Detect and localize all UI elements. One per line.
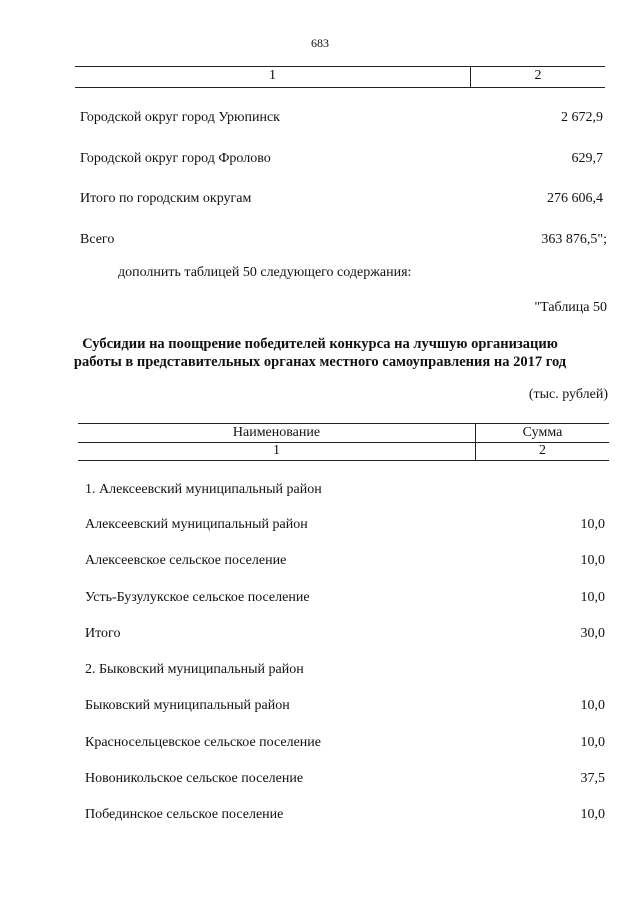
- table1-header-col2: 2: [534, 68, 542, 83]
- table1-row-value: 363 876,5";: [541, 232, 607, 247]
- table2-header-divider: [475, 424, 476, 460]
- table2-section-heading: 1. Алексеевский муниципальный район: [85, 482, 322, 497]
- table1-row-value: 276 606,4: [547, 191, 603, 206]
- table1-row-value: 2 672,9: [561, 110, 603, 125]
- table2-row-name: Усть-Бузулукское сельское поселение: [85, 590, 310, 605]
- table2-row-name: Алексеевский муниципальный район: [85, 517, 308, 532]
- table2-row-name: Новоникольское сельское поселение: [85, 771, 304, 786]
- table2-row-value: 10,0: [580, 590, 605, 605]
- table2-header-sum: Сумма: [522, 425, 563, 440]
- table2-row-value: 10,0: [580, 553, 605, 568]
- table2-section-heading: 2. Быковский муниципальный район: [85, 662, 304, 677]
- intro-text: дополнить таблицей 50 следующего содержания:: [118, 265, 412, 280]
- table1-header-col1: 1: [269, 68, 276, 83]
- table2-row-name: Побединское сельское поселение: [85, 807, 284, 822]
- table1-header: [75, 66, 605, 88]
- table2-row-name: Красносельцевское сельское поселение: [85, 735, 321, 750]
- table2-header-num2: 2: [539, 443, 546, 458]
- table2-row-name: Алексеевское сельское поселение: [85, 553, 287, 568]
- table1-row-name: Всего: [80, 232, 115, 247]
- table2-header-num1: 1: [273, 443, 280, 458]
- table1-row-name: Городской округ город Урюпинск: [80, 110, 280, 125]
- table2-row-value: 37,5: [580, 771, 605, 786]
- table2-row-name: Быковский муниципальный район: [85, 698, 290, 713]
- page-number: 683: [311, 36, 329, 50]
- table2-row-value: 10,0: [580, 807, 605, 822]
- table2-row-value: 10,0: [580, 698, 605, 713]
- table1-row-name: Городской округ город Фролово: [80, 151, 271, 166]
- table2-header: [78, 423, 609, 461]
- table1-row-name: Итого по городским округам: [80, 191, 252, 206]
- table2-row-value: 10,0: [580, 517, 605, 532]
- table-title-line2: работы в представительных органах местного самоуправления на 2017 год: [73, 354, 567, 370]
- table1-row-value: 629,7: [571, 151, 603, 166]
- table2-header-name: Наименование: [232, 425, 321, 440]
- table2-row-value: 30,0: [580, 626, 605, 641]
- table2-row-name: Итого: [85, 626, 121, 641]
- table-reference: "Таблица 50: [534, 300, 607, 315]
- units-label: (тыс. рублей): [528, 387, 608, 402]
- table2-row-value: 10,0: [580, 735, 605, 750]
- table-title-line1: Субсидии на поощрение победителей конкурса на лучшую организацию: [82, 336, 558, 352]
